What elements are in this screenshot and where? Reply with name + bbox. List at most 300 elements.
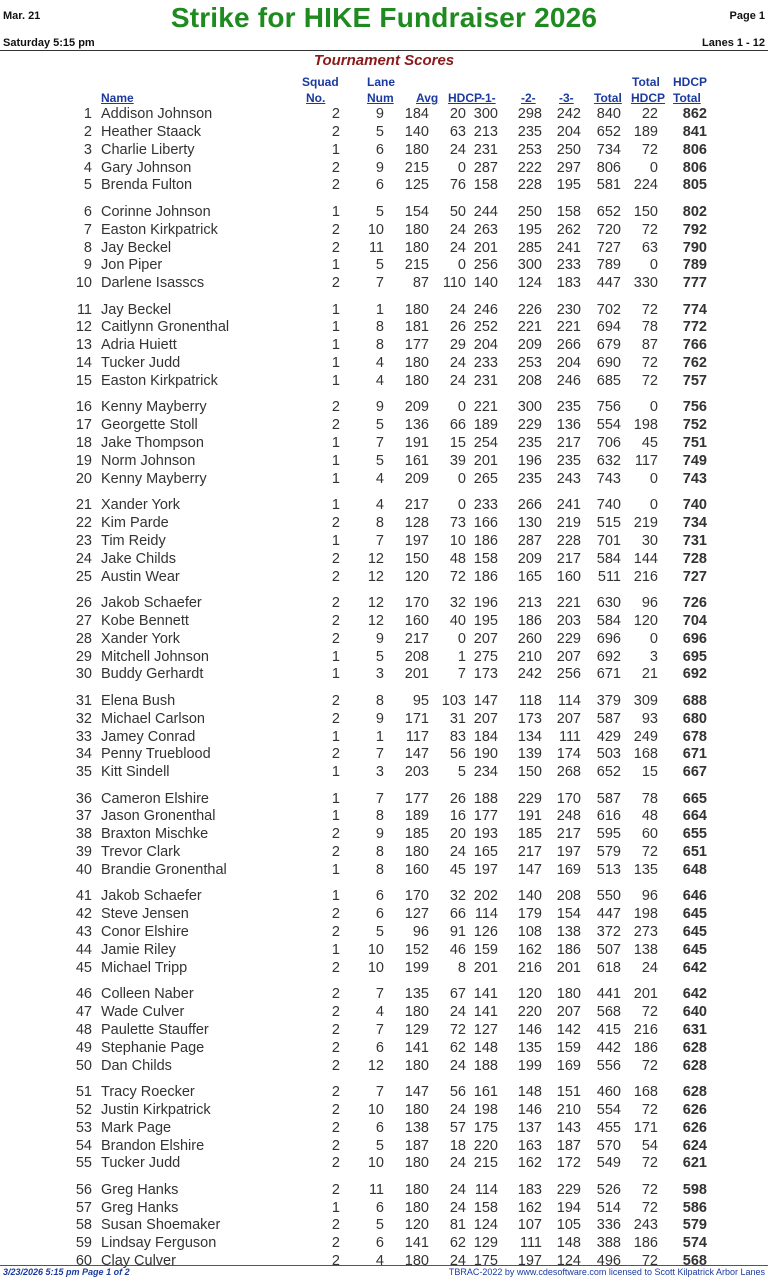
game-1: 201 [473,959,498,976]
col-lane-bottom: Num [367,91,394,105]
squad: 2 [331,594,340,611]
col-squad-bottom: No. [306,91,326,105]
bowler-name: Brandon Elshire [101,1137,205,1154]
game-2: 229 [517,417,542,434]
place: 29 [75,648,92,665]
total-handicap: 72 [641,1155,658,1172]
handicap: 57 [449,1119,466,1136]
game-1: 161 [473,1083,498,1100]
lane: 6 [375,906,384,923]
bowler-name: Susan Shoemaker [101,1217,221,1234]
game-3: 235 [556,399,581,416]
handicap: 10 [449,532,466,549]
lanes-label: Lanes 1 - 12 [702,37,765,49]
total-handicap: 0 [649,399,658,416]
game-2: 146 [517,1101,542,1118]
handicap-total: 740 [682,497,707,514]
table-row [0,417,768,435]
game-3: 111 [558,728,581,745]
squad: 2 [331,1235,340,1252]
total-handicap: 0 [649,630,658,647]
game-2: 300 [517,257,542,274]
game-1: 147 [473,692,498,709]
table-row [0,960,768,978]
squad: 1 [331,355,340,372]
average: 184 [404,106,429,122]
game-3: 228 [556,532,581,549]
bowler-name: Clay Culver [101,1253,176,1270]
handicap: 0 [457,257,466,274]
scratch-total: 507 [596,941,621,958]
bowler-name: Addison Johnson [101,106,213,122]
handicap: 18 [449,1137,466,1154]
total-handicap: 24 [641,959,658,976]
table-row [0,1200,768,1218]
handicap-total: 695 [682,648,707,665]
bowler-name: Jamie Riley [101,941,176,958]
game-1: 188 [473,790,498,807]
squad: 1 [331,532,340,549]
lane: 8 [375,319,384,336]
game-2: 287 [517,532,542,549]
lane: 5 [375,123,384,140]
average: 180 [404,1199,429,1216]
game-2: 137 [517,1119,542,1136]
bowler-name: Kenny Mayberry [101,470,207,487]
handicap-total: 726 [682,594,707,611]
place: 20 [75,470,92,487]
lane: 9 [375,106,384,122]
handicap: 24 [449,1057,466,1074]
place: 37 [75,808,92,825]
squad: 1 [331,862,340,879]
total-handicap: 72 [641,373,658,390]
scratch-total: 632 [596,452,621,469]
game-1: 184 [473,728,498,745]
scratch-total: 570 [596,1137,621,1154]
place: 48 [75,1021,92,1038]
average: 187 [404,1137,429,1154]
bowler-name: Jake Childs [101,550,176,567]
bowler-name: Brandie Gronenthal [101,862,227,879]
game-2: 195 [517,221,542,238]
bowler-name: Brenda Fulton [101,177,193,194]
table-row [0,275,768,293]
place: 49 [75,1039,92,1056]
table-row [0,569,768,587]
average: 217 [404,497,429,514]
squad: 1 [331,319,340,336]
handicap: 66 [449,417,466,434]
handicap-total: 772 [682,319,707,336]
table-row [0,222,768,240]
game-2: 150 [517,764,542,781]
table-row [0,497,768,515]
scratch-total: 727 [596,239,621,256]
scratch-total: 734 [596,141,621,158]
total-handicap: 60 [641,826,658,843]
table-row [0,204,768,222]
squad: 1 [331,435,340,452]
total-handicap: 135 [633,862,658,879]
game-2: 186 [517,612,542,629]
lane: 6 [375,1235,384,1252]
table-row [0,337,768,355]
game-1: 213 [473,123,498,140]
place: 18 [75,435,92,452]
squad: 2 [331,1181,340,1198]
lane: 10 [367,1155,384,1172]
total-handicap: 22 [641,106,658,122]
average: 170 [404,594,429,611]
game-1: 114 [474,1181,498,1198]
place: 50 [75,1057,92,1074]
lane: 3 [375,666,384,683]
handicap: 7 [457,666,466,683]
place: 9 [83,257,92,274]
squad: 2 [331,630,340,647]
place: 13 [75,337,92,354]
game-2: 197 [517,1253,542,1270]
game-1: 263 [473,221,498,238]
game-2: 235 [517,123,542,140]
squad: 1 [331,470,340,487]
game-2: 253 [517,355,542,372]
game-3: 241 [556,497,581,514]
bowler-name: Jakob Schaefer [101,594,202,611]
total-handicap: 87 [641,337,658,354]
squad: 2 [331,275,340,292]
handicap: 83 [449,728,466,745]
game-1: 127 [473,1021,498,1038]
handicap-total: 696 [682,630,707,647]
place: 44 [75,941,92,958]
table-row [0,355,768,373]
squad: 2 [331,1137,340,1154]
handicap-total: 774 [682,301,707,318]
average: 185 [404,826,429,843]
table-row [0,1217,768,1235]
lane: 10 [367,221,384,238]
total-handicap: 45 [641,435,658,452]
table-row [0,1040,768,1058]
handicap-total: 692 [682,666,707,683]
place: 30 [75,666,92,683]
bowler-name: Austin Wear [101,568,180,585]
game-3: 208 [556,888,581,905]
handicap-total: 664 [682,808,707,825]
lane: 9 [375,710,384,727]
total-handicap: 54 [641,1137,658,1154]
bowler-name: Xander York [101,497,181,514]
game-3: 246 [556,373,581,390]
report-subtitle: Tournament Scores [313,52,455,69]
lane: 9 [375,399,384,416]
place: 2 [83,123,92,140]
game-2: 147 [517,862,542,879]
average: 120 [404,1217,429,1234]
game-1: 221 [473,399,498,416]
squad: 2 [331,1083,340,1100]
game-3: 230 [556,301,581,318]
place: 33 [75,728,92,745]
table-row [0,649,768,667]
average: 117 [405,728,429,745]
game-1: 186 [473,532,498,549]
game-1: 202 [473,888,498,905]
bowler-name: Buddy Gerhardt [101,666,204,683]
game-1: 252 [473,319,498,336]
bowler-name: Mitchell Johnson [101,648,209,665]
average: 180 [404,1155,429,1172]
bowler-name: Darlene Isasscs [101,275,205,292]
handicap-total: 806 [682,159,707,176]
game-3: 142 [556,1021,581,1038]
col-hdcp-total-top: HDCP [673,75,708,89]
game-2: 209 [517,337,542,354]
handicap-total: 756 [682,399,707,416]
game-1: 215 [473,1155,498,1172]
bowler-name: Steve Jensen [101,906,189,923]
scratch-total: 496 [596,1253,621,1270]
game-3: 204 [556,355,581,372]
place: 21 [75,497,92,514]
handicap: 56 [449,1083,466,1100]
game-2: 148 [517,1083,542,1100]
total-handicap: 96 [641,888,658,905]
handicap: 24 [449,1004,466,1021]
lane: 6 [375,1039,384,1056]
average: 217 [404,630,429,647]
table-row [0,1155,768,1173]
total-handicap: 72 [641,1004,658,1021]
game-1: 196 [473,594,498,611]
game-1: 244 [473,203,498,220]
total-handicap: 72 [641,1101,658,1118]
lane: 4 [375,1004,384,1021]
total-handicap: 21 [641,666,658,683]
handicap-total: 792 [682,221,707,238]
game-1: 231 [473,141,498,158]
handicap: 103 [441,692,466,709]
handicap: 32 [449,888,466,905]
squad: 2 [331,906,340,923]
bowler-name: Dan Childs [101,1057,172,1074]
scratch-total: 671 [596,666,621,683]
squad: 2 [331,692,340,709]
total-handicap: 0 [649,159,658,176]
handicap-total: 628 [682,1057,707,1074]
game-2: 139 [517,746,542,763]
handicap: 91 [449,924,466,941]
handicap: 0 [457,497,466,514]
squad: 2 [331,568,340,585]
game-2: 191 [517,808,542,825]
col-game3: -3- [559,91,574,105]
bowler-name: Cameron Elshire [101,790,209,807]
table-row [0,924,768,942]
handicap: 20 [449,106,466,122]
report-title: Strike for HIKE Fundraiser 2026 [170,2,598,33]
bowler-name: Tucker Judd [101,355,181,372]
game-3: 148 [556,1235,581,1252]
place: 40 [75,862,92,879]
game-2: 285 [517,239,542,256]
col-avg: Avg [416,91,439,105]
game-3: 235 [556,452,581,469]
average: 177 [404,337,429,354]
handicap: 0 [457,630,466,647]
scratch-total: 720 [596,221,621,238]
handicap: 26 [449,790,466,807]
game-3: 158 [556,203,581,220]
total-handicap: 72 [641,355,658,372]
bowler-name: Heather Staack [101,123,201,140]
scratch-total: 616 [596,808,621,825]
lane: 8 [375,862,384,879]
scratch-total: 441 [596,986,621,1003]
squad: 2 [331,959,340,976]
game-3: 197 [556,844,581,861]
lane: 4 [375,470,384,487]
average: 180 [404,1101,429,1118]
bowler-name: Mark Page [101,1119,172,1136]
total-handicap: 186 [633,1235,658,1252]
average: 135 [404,986,429,1003]
total-handicap: 72 [641,1057,658,1074]
table-row [0,808,768,826]
game-2: 140 [517,888,542,905]
handicap-total: 628 [682,1083,707,1100]
game-3: 195 [556,177,581,194]
footer-right: TBRAC-2022 by www.cdesoftware.com licensed to Scott Kilpatrick Arbor Lanes [448,1267,765,1277]
average: 180 [404,301,429,318]
handicap: 81 [449,1217,466,1234]
handicap: 39 [449,452,466,469]
game-1: 193 [473,826,498,843]
place: 23 [75,532,92,549]
bowler-name: Kobe Bennett [101,612,189,629]
scratch-total: 581 [596,177,621,194]
game-1: 189 [473,417,498,434]
table-row [0,862,768,880]
lane: 9 [375,630,384,647]
scratch-total: 515 [596,515,621,532]
total-handicap: 72 [641,1181,658,1198]
average: 96 [412,924,429,941]
average: 150 [404,550,429,567]
place: 12 [75,319,92,336]
game-2: 135 [517,1039,542,1056]
handicap: 110 [442,275,466,292]
game-1: 300 [473,106,498,122]
average: 160 [404,862,429,879]
game-3: 221 [556,319,581,336]
squad: 2 [331,159,340,176]
average: 180 [404,1004,429,1021]
handicap-total: 640 [682,1004,707,1021]
game-2: 162 [517,1199,542,1216]
scratch-total: 740 [596,497,621,514]
game-2: 208 [517,373,542,390]
game-2: 242 [517,666,542,683]
game-1: 256 [473,257,498,274]
place: 55 [75,1155,92,1172]
average: 95 [412,692,429,709]
game-3: 160 [556,568,581,585]
game-1: 166 [473,515,498,532]
bowler-name: Elena Bush [101,692,176,709]
handicap: 15 [449,435,466,452]
squad: 2 [331,1253,340,1270]
game-1: 158 [473,1199,498,1216]
squad: 2 [331,1217,340,1234]
lane: 1 [375,728,384,745]
handicap-total: 789 [682,257,707,274]
game-3: 217 [556,435,581,452]
handicap: 0 [457,399,466,416]
handicap-total: 671 [682,746,707,763]
bowler-name: Easton Kirkpatrick [101,373,218,390]
handicap: 24 [449,355,466,372]
game-2: 221 [517,319,542,336]
game-3: 169 [556,862,581,879]
place: 56 [75,1181,92,1198]
handicap-total: 802 [682,203,707,220]
place: 4 [83,159,92,176]
lane: 8 [375,844,384,861]
game-3: 266 [556,337,581,354]
table-row [0,453,768,471]
total-handicap: 150 [633,203,658,220]
session-label: Saturday 5:15 pm [3,37,95,49]
place: 14 [75,355,92,372]
game-1: 159 [473,941,498,958]
handicap-total: 751 [682,435,707,452]
game-3: 180 [556,986,581,1003]
handicap: 50 [449,203,466,220]
game-3: 169 [556,1057,581,1074]
scratch-total: 584 [596,612,621,629]
total-handicap: 63 [641,239,658,256]
lane: 11 [368,1181,384,1198]
place: 52 [75,1101,92,1118]
total-handicap: 120 [633,612,658,629]
lane: 12 [367,612,384,629]
scratch-total: 336 [596,1217,621,1234]
average: 180 [404,1253,429,1270]
place: 45 [75,959,92,976]
bowler-name: Greg Hanks [101,1181,179,1198]
game-3: 105 [556,1217,581,1234]
game-1: 141 [473,986,498,1003]
game-1: 207 [473,630,498,647]
average: 180 [404,373,429,390]
column-headers [0,74,768,106]
squad: 2 [331,1119,340,1136]
game-2: 199 [517,1057,542,1074]
lane: 4 [375,355,384,372]
scratch-total: 554 [596,417,621,434]
col-game2: -2- [521,91,536,105]
handicap-total: 727 [682,568,707,585]
game-1: 204 [473,337,498,354]
scratch-total: 379 [596,692,621,709]
total-handicap: 216 [633,1021,658,1038]
game-3: 151 [556,1083,581,1100]
average: 171 [404,710,429,727]
handicap-total: 568 [682,1253,707,1270]
